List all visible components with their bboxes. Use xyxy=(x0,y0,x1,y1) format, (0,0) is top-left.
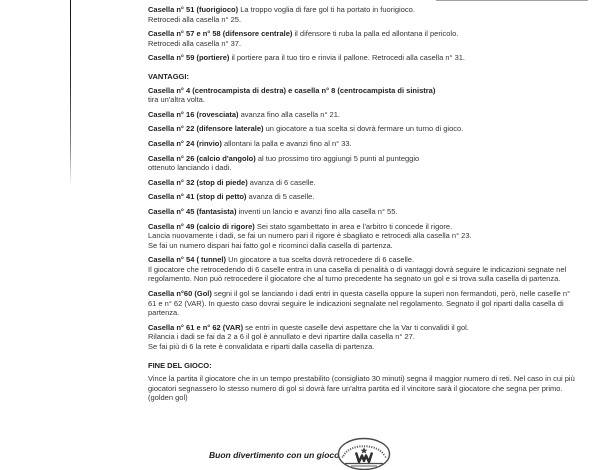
rule-paragraph xyxy=(148,139,578,149)
rule-body: un giocatore a tua scelta si dovrà fermare un turno di gioco. xyxy=(265,124,464,134)
rule-lead: Casella n° 51 (fuorigioco) xyxy=(148,5,239,14)
rule-lead: Casella n° 61 e n° 62 (VAR) xyxy=(148,322,244,332)
rule-body: Vince la partita il giocatore che in un tempo prestabilito (consigliato 30 minuti) segna il maggior numero di reti. Nel caso in cui più giocatori segnassero lo stesso numero di gol si dovrà fare un'altra partita ed il vincitore sarà il giocatore che segna per primo. (golden gol) xyxy=(148,374,575,403)
publisher-stamp-icon xyxy=(337,436,391,470)
rules-text-column xyxy=(148,5,578,408)
rule-lead: Casella n° 24 (rinvio) xyxy=(148,138,222,148)
rule-body: allontani la palla e avanzi fino al n° 33. xyxy=(223,138,352,148)
footer-message: Buon divertimento con un gioco xyxy=(209,450,340,460)
rule-paragraph xyxy=(148,255,578,284)
rule-body: avanza fino alla casella n° 21. xyxy=(240,109,340,119)
rule-body: tira un'altra volta. xyxy=(148,95,205,105)
rule-paragraph xyxy=(148,5,578,24)
rule-body: Un giocatore a tua scelta dovrà retrocedere di 6 caselle. Il giocatore che retrocedendo di 6 caselle entra in una casella di penalità o di vantaggi dovrà seguire le indicazioni segnate nel regolamento. Non può retrocedere il giocatore che al turno precedente ha segnato un gol e si trova sulla casella di partenza. xyxy=(148,255,567,284)
rule-lead: Casella n° 45 (fantasista) xyxy=(148,206,237,216)
rule-lead: Casella n° 57 e n° 58 (difensore centrale) xyxy=(148,29,293,39)
rule-paragraph xyxy=(148,207,578,217)
rule-paragraph xyxy=(148,192,578,202)
section-heading-fine-del-gioco: FINE DEL GIOCO: xyxy=(148,360,212,370)
rule-body: segni il gol se lanciando i dadi entri in questa casella oppure la superi non fermandoti, però, nelle caselle n° 61 e n° 62 (VAR). In questo caso dovrai seguire le indicazioni segnalate nel regolamento. Segnato il gol riparti dalla casella di partenza. xyxy=(148,289,571,318)
rule-paragraph xyxy=(148,110,578,120)
rule-paragraph xyxy=(148,222,578,251)
rule-paragraph xyxy=(148,178,578,188)
rule-lead: Casella n° 22 (difensore laterale) xyxy=(148,124,264,134)
rule-body: se entri in queste caselle devi aspettare che la Var ti convalidi il gol. Rilancia i dadi se fai da 2 a 6 il gol è annullato e devi ripartire dalla casella n° 27. Se fai più di 6 la rete è convalidata e riparti dalla casella di partenza. xyxy=(148,322,469,352)
rule-body: il difensore ti ruba la palla ed allontana il pericolo. Retrocedi alla casella n° 37. xyxy=(148,29,459,48)
rule-body: al tuo prossimo tiro aggiungi 5 punti al punteggio ottenuto lanciando i dadi. xyxy=(148,153,420,173)
rule-body: inventi un lancio e avanzi fino alla casella n° 55. xyxy=(238,206,398,216)
rule-lead: Casella n° 16 (rovesciata) xyxy=(148,109,239,119)
rule-body: avanza di 5 caselle. xyxy=(248,192,315,202)
rule-paragraph xyxy=(148,323,578,352)
rule-body: avanza di 6 caselle. xyxy=(249,177,316,187)
rule-paragraph xyxy=(148,124,578,134)
scan-artifact-vertical-line xyxy=(70,0,71,186)
rule-lead: Casella n° 4 (centrocampista di destra) e casella n° 8 (centrocampista di sinistra) xyxy=(148,85,436,95)
scan-artifact-top-edge-line xyxy=(436,0,588,1)
rule-lead: Casella n° 26 (calcio d'angolo) xyxy=(148,153,256,163)
rule-paragraph xyxy=(148,53,578,63)
rule-lead: Casella n° 59 (portiere) xyxy=(148,53,230,63)
rule-lead: Casella n° 41 (stop di petto) xyxy=(148,192,247,202)
rule-body: Sei stato sgambettato in area e l'arbitro ti concede il rigore. Lancia nuovamente i dadi, se fai un numero pari il rigore è sbagliato e retrocedi alla casella n° 23. Se fai un numero dispari hai fatto gol e ricominci dalla casella di partenza. xyxy=(148,221,472,250)
rule-paragraph xyxy=(148,29,578,48)
rule-lead: Casella n° 49 (calcio di rigore) xyxy=(148,221,255,231)
section-heading-vantaggi: VANTAGGI: xyxy=(148,71,189,81)
rule-paragraph xyxy=(148,154,578,173)
rule-paragraph xyxy=(148,289,578,318)
rule-lead: Casella n° 54 ( tunnel) xyxy=(148,255,227,265)
rule-lead: Casella n°60 (Gol) xyxy=(148,289,212,299)
rule-body: La troppo voglia di fare gol ti ha portato in fuorigioco. Retrocedi alla casella n° 25. xyxy=(148,5,415,24)
rule-body: il portiere para il tuo tiro e rinvia il pallone. Retrocedi alla casella n° 31. xyxy=(231,53,466,63)
rule-paragraph xyxy=(148,86,578,105)
rule-paragraph xyxy=(148,374,578,403)
rule-lead: Casella n° 32 (stop di piede) xyxy=(148,177,248,187)
